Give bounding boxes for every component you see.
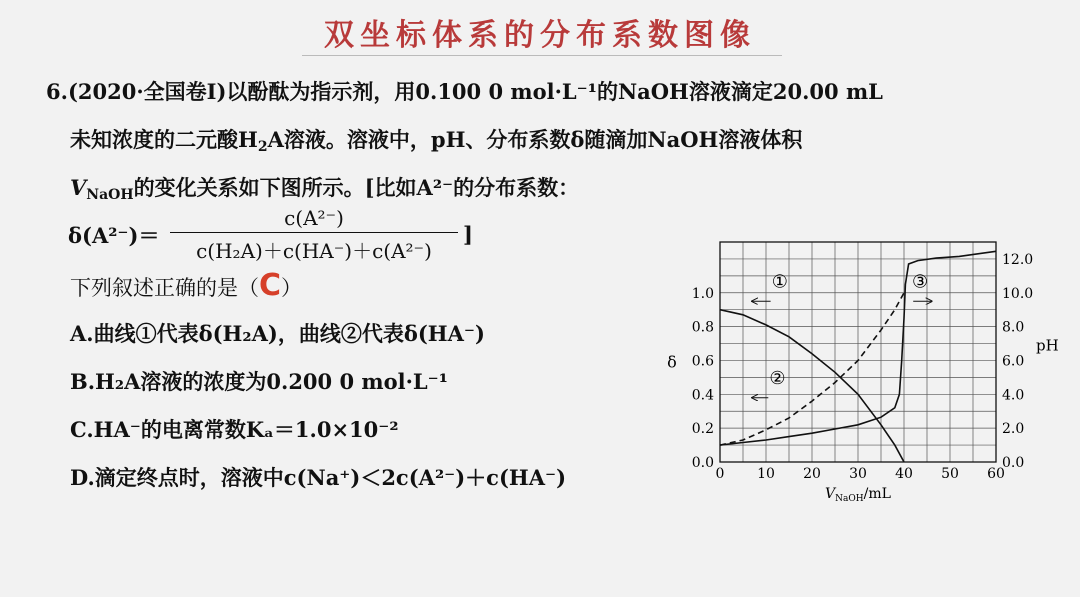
x-tick-label: 20 — [803, 466, 821, 482]
fraction-numerator: c(A²⁻) — [284, 206, 344, 230]
y-right-tick-label: 2.0 — [1002, 421, 1025, 438]
question-text-1: (2020·全国卷Ⅰ)以酚酞为指示剂，用0.100 0 mol·L⁻¹的NaOH溶液滴定20.00 mL — [67, 79, 883, 104]
y-right-tick-label: 6.0 — [1002, 353, 1025, 370]
x-tick-label: 60 — [987, 466, 1005, 482]
distribution-fraction — [170, 206, 458, 264]
formula-lhs: δ(A²⁻)＝ — [68, 223, 160, 248]
option-d[interactable]: D.滴定终点时，溶液中c(Na⁺)＜2c(A²⁻)＋c(HA⁻) — [70, 465, 567, 490]
y-axis-left-label: δ — [667, 352, 677, 372]
x-tick-label: 10 — [757, 466, 775, 482]
y-right-tick-label: 8.0 — [1002, 319, 1025, 336]
y-left-tick-label: 0.2 — [691, 421, 714, 438]
question-number: 6. — [46, 79, 68, 104]
stem-text: 下列叙述正确的是（ — [70, 276, 259, 300]
y-right-tick-label: 0.0 — [1002, 455, 1025, 471]
fraction-denominator: c(H₂A)＋c(HA⁻)＋c(A²⁻) — [196, 239, 432, 263]
formula-close: ] — [463, 222, 473, 247]
x-tick-label: 0 — [715, 466, 725, 482]
annotation-label-1: ① — [771, 271, 788, 293]
y-right-tick-label: 10.0 — [1002, 285, 1034, 302]
answer-mark: C — [259, 268, 282, 303]
annotation-label-3: ③ — [912, 271, 929, 293]
x-tick-label: 50 — [941, 466, 959, 482]
question-text-2b: A溶液。溶液中，pH、分布系数δ随滴加NaOH溶液体积 — [267, 127, 803, 152]
question-line-3 — [70, 172, 579, 203]
chart-grid — [720, 242, 996, 462]
option-a[interactable]: A.曲线①代表δ(H₂A)，曲线②代表δ(HA⁻) — [70, 321, 485, 346]
option-c[interactable]: C.HA⁻的电离常数Kₐ＝1.0×10⁻² — [70, 417, 399, 442]
y-right-tick-label: 12.0 — [1002, 251, 1034, 268]
x-tick-label: 30 — [849, 466, 867, 482]
y-axis-right-label: pH — [1036, 336, 1059, 355]
fraction-bar — [170, 232, 458, 233]
annotation-label-2: ② — [769, 368, 786, 390]
page-title: 双坐标体系的分布系数图像 — [324, 18, 756, 53]
question-line-2 — [70, 124, 802, 155]
y-left-tick-label: 0.8 — [691, 319, 714, 336]
titration-chart — [650, 228, 1080, 518]
y-left-tick-label: 1.0 — [691, 285, 714, 302]
x-tick-label: 40 — [895, 466, 913, 482]
question-stem — [70, 268, 302, 303]
naoh-subscript: NaOH — [86, 187, 134, 203]
subscript-2: 2 — [257, 139, 268, 155]
stem-close: ） — [281, 276, 303, 300]
volume-symbol: V — [70, 175, 87, 200]
y-left-tick-label: 0.6 — [691, 353, 714, 370]
question-line-1 — [46, 76, 883, 106]
y-left-tick-label: 0.4 — [691, 387, 714, 404]
question-text-2a: 未知浓度的二元酸H — [70, 127, 258, 152]
title-divider — [302, 55, 782, 56]
x-axis-label: $V_{NaOH}/mL$ — [825, 486, 891, 504]
question-text-3: 的变化关系如下图所示。[比如A²⁻的分布系数： — [133, 175, 580, 200]
y-right-tick-label: 4.0 — [1002, 387, 1025, 404]
option-b[interactable]: B.H₂A溶液的浓度为0.200 0 mol·L⁻¹ — [70, 369, 448, 394]
y-left-tick-label: 0.0 — [691, 455, 714, 471]
